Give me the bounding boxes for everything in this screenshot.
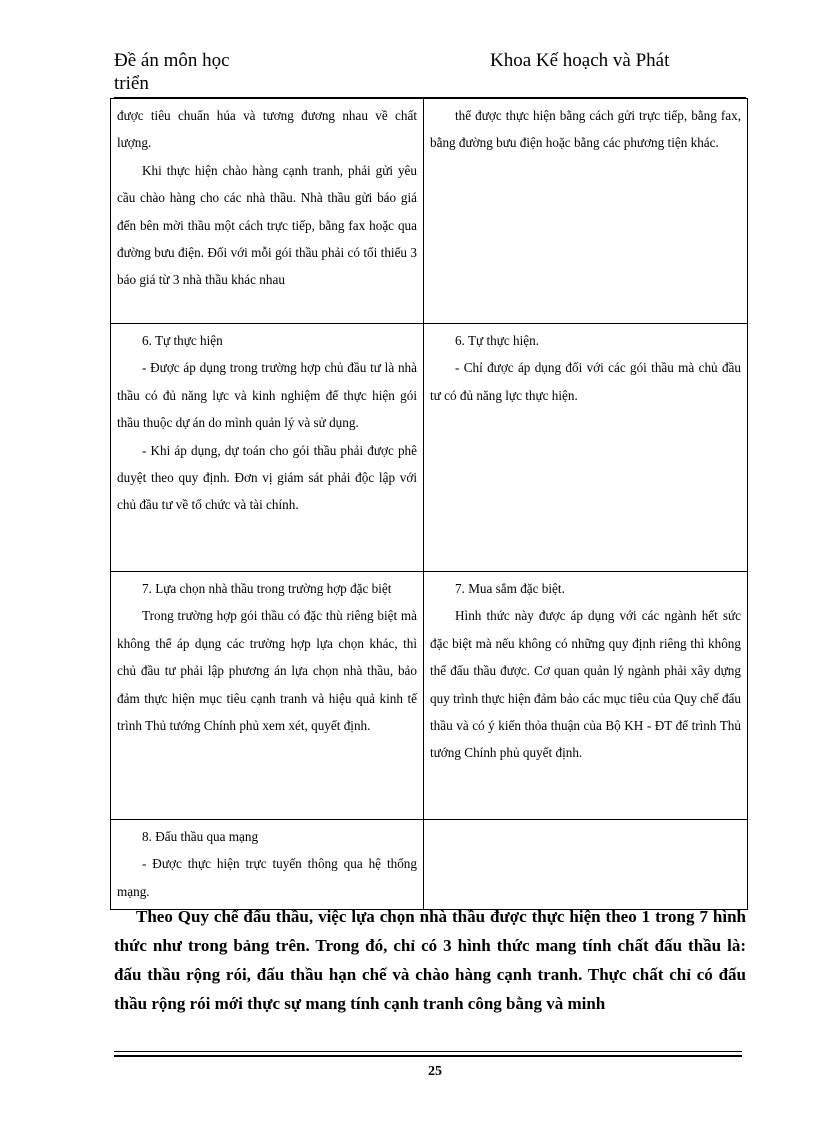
footer-rule-thin [114,1051,742,1052]
cell-paragraph: được tiêu chuẩn húa và tương đương nhau về chất lượng. [117,108,417,151]
cell-paragraph: - Được áp dụng trong trường hợp chủ đầu tư là nhà thầu có đủ năng lực và kinh nghiệm để thực hiện gói thầu thuộc dự án do mình quản lý và sử dụng. [117,360,417,431]
cell-heading: 6. Tự thực hiện [142,333,223,348]
cell-heading: 6. Tự thực hiện. [455,333,540,348]
table-cell-left [111,572,424,820]
header-faculty: Khoa Kế hoạch và Phát [490,50,670,71]
cell-paragraph: - Được thực hiện trực tuyến thông qua hệ thống mạng. [117,856,417,899]
table-cell-left [111,99,424,324]
footer-rule-thick [114,1055,742,1057]
table-row [111,324,748,572]
table-row [111,99,748,324]
cell-paragraph: thể được thực hiện bằng cách gửi trực tiếp, bằng fax, bằng đường bưu điện hoặc bằng các phương tiện khác. [430,108,741,151]
table-row [111,820,748,910]
body-paragraph: Theo Quy chế đấu thầu, việc lựa chọn nhà thầu được thực hiện theo 1 trong 7 hình thức như trong bảng trên. Trong đó, chỉ có 3 hình thức mang tính chất đấu thầu là: đấu thầu rộng rói, đấu thầu hạn chế và chào hàng cạnh tranh. Thực chất chỉ có đấu thầu rộng rói mới thực sự mang tính cạnh tranh công bằng và minh [114,907,746,1013]
table-cell-left [111,820,424,910]
cell-paragraph: - Khi áp dụng, dự toán cho gói thầu phải được phê duyệt theo quy định. Đơn vị giám sát phải độc lập với chủ đầu tư về tổ chức và tài chính. [117,442,417,513]
cell-paragraph: Hình thức này được áp dụng với các ngành hết sức đặc biệt mà nếu không có những quy định riêng thì không thể đấu thầu được. Cơ quan quản lý ngành phải xây dựng quy trình thực hiện đảm bảo các mục tiêu của Quy chế đấu thầu và có ý kiến thỏa thuận của Bộ KH - ĐT để trình Thủ tướng Chính phủ quyết định. [430,608,741,761]
cell-heading: 8. Đấu thầu qua mạng [142,829,259,844]
table-row [111,572,748,820]
page-header [114,49,744,97]
cell-heading: 7. Mua sắm đặc biệt. [455,581,565,596]
header-course-title [114,49,314,95]
cell-heading: 7. Lựa chọn nhà thầu trong trường hợp đặc biệt [142,581,392,596]
table-cell-right-empty [424,820,748,910]
table-cell-left [111,324,424,572]
body-text [114,902,746,1018]
cell-paragraph: Trong trường hợp gói thầu có đặc thù riêng biệt mà không thể áp dụng các trường hợp lựa chọn khác, thì chủ đầu tư phải lập phương án lựa chọn nhà thầu, bảo đảm thực hiện mục tiêu cạnh tranh và hiệu quả kinh tế trình Thủ tướng Chính phủ xem xét, quyết định. [117,608,417,734]
table-cell-right [424,572,748,820]
page-number: 25 [428,1064,442,1079]
table-cell-right [424,99,748,324]
comparison-table [110,98,748,910]
cell-paragraph: Khi thực hiện chào hàng cạnh tranh, phải gửi yêu cầu chào hàng cho các nhà thầu. Nhà thầu gửi báo giá đến bên mời thầu một cách trực tiếp, bằng fax hoặc qua đường bưu điện. Đối với mỗi gói thầu phải có tối thiểu 3 báo giá từ 3 nhà thầu khác nhau [117,162,417,288]
table-cell-right [424,324,748,572]
header-course-title-line2: triển [114,73,149,94]
header-course-title-line1: Đề án môn học [114,50,230,71]
cell-paragraph: - Chỉ được áp dụng đối với các gói thầu mà chủ đầu tư có đủ năng lực thực hiện. [430,360,741,403]
